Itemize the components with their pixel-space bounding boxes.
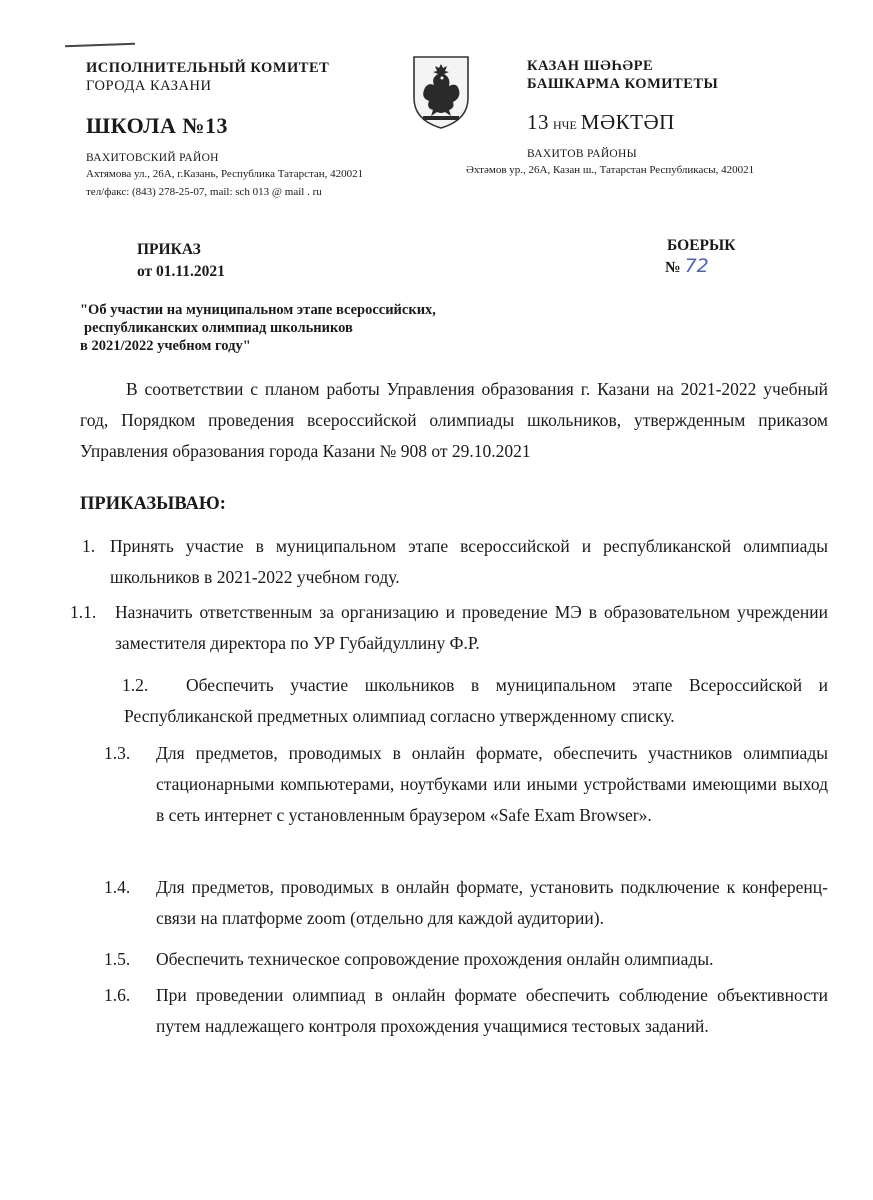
kazan-coat-of-arms-icon [411, 54, 471, 130]
item-number: 1.4. [104, 877, 131, 897]
list-item-1: Принять участие в муниципальном этапе всероссийской и республиканской олимпиады школьников в 2021-2022 учебном году. [110, 536, 828, 587]
list-item-1-1: Назначить ответственным за организацию и проведение МЭ в образовательном учреждении заместителя директора по УР Губайдуллину Ф.Р. [115, 602, 828, 653]
list-item-1-6: При проведении олимпиад в онлайн формате обеспечить соблюдение объективности путем надлежащего контроля прохождения учащимися тестовых заданий. [156, 985, 828, 1036]
order-title-line1: "Об участии на муниципальном этапе всероссийских, [80, 302, 436, 318]
list-item-1-2: Обеспечить участие школьников в муниципальном этапе Всероссийской и Республиканской предметных олимпиад согласно утвержденному списку. [124, 675, 828, 726]
item-number: 1.2. [122, 675, 149, 695]
order-title-line2: республиканских олимпиад школьников [84, 320, 353, 336]
order-date: от 01.11.2021 [137, 263, 225, 280]
school-suffix: НЧЕ [553, 118, 577, 132]
header-left-contacts: тел/факс: (843) 278-25-07, mail: sch 013 @ mail . ru [86, 186, 322, 198]
list-item-1-4: Для предметов, проводимых в онлайн формате, установить подключение к конференц-связи на платформе zoom (отдельно для каждой аудитории). [156, 877, 828, 928]
header-left-district: ВАХИТОВСКИЙ РАЙОН [86, 152, 219, 164]
list-item-1-3: Для предметов, проводимых в онлайн формате, обеспечить участников олимпиады стационарными компьютерами, ноутбуками или иными устройствами имеющими выход в сеть интернет с установленным браузером «Safe Exam Browser». [156, 743, 828, 825]
decree-heading: ПРИКАЗЫВАЮ: [80, 494, 226, 514]
order-number-handwritten: 72 [684, 255, 709, 277]
item-number: 1. [82, 536, 96, 556]
header-left-org-line2: ГОРОДА КАЗАНИ [86, 78, 212, 94]
school-word: МӘКТӘП [580, 110, 675, 134]
list-item-1-5: Обеспечить техническое сопровождение прохождения онлайн олимпиады. [156, 949, 714, 969]
order-label-tt: БОЕРЫК [667, 237, 736, 254]
order-number [665, 255, 709, 278]
header-right-org-line1: КАЗАН ШӘҺӘРЕ [527, 58, 654, 74]
header-right-org-line2: БАШКАРМА КОМИТЕТЫ [527, 76, 719, 92]
header-left-org-line1: ИСПОЛНИТЕЛЬНЫЙ КОМИТЕТ [86, 60, 330, 76]
header-right-school [527, 110, 675, 135]
order-number-prefix: № [665, 259, 681, 276]
school-number: 13 [527, 110, 549, 134]
item-number: 1.1. [70, 602, 97, 622]
item-number: 1.5. [104, 949, 131, 969]
order-label: ПРИКАЗ [137, 241, 201, 258]
order-title-line3: в 2021/2022 учебном году" [80, 338, 251, 354]
header-left-address: Ахтямова ул., 26А, г.Казань, Республика Татарстан, 420021 [86, 168, 364, 180]
scan-mark [65, 43, 135, 47]
header-right-district: ВАХИТОВ РАЙОНЫ [527, 148, 637, 160]
item-number: 1.6. [104, 985, 131, 1005]
header-right-address: Әхтәмов ур., 26А, Казан ш., Татарстан Республикасы, 420021 [466, 164, 755, 176]
preamble-paragraph: В соответствии с планом работы Управления образования г. Казани на 2021-2022 учебный год, Порядком проведения всероссийской олимпиады школьников, утвержденным приказом Управления образования города Казани № 908 от 29.10.2021 [80, 379, 828, 461]
header-left-school: ШКОЛА №13 [86, 113, 228, 138]
item-number: 1.3. [104, 743, 131, 763]
